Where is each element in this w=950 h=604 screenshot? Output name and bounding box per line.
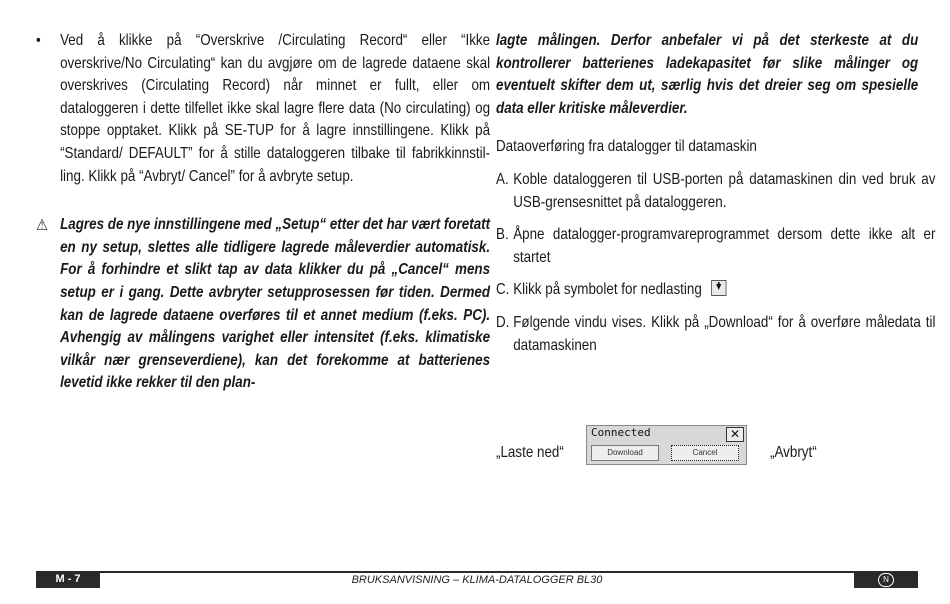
page-footer (36, 571, 918, 588)
warning-paragraph (36, 214, 490, 395)
download-caption: „Laste ned“ (496, 444, 564, 461)
step-letter: D. (496, 313, 510, 331)
section-heading: Dataoverføring fra datalogger til datamaskin (496, 138, 757, 156)
footer-title: BRUKSANVISNING – KLIMA-DATALOGGER BL30 (351, 574, 603, 586)
step-text: Følgende vindu vises. Klikk på „Download“ for å overføre måledata til datamaskinen (513, 313, 936, 354)
language-code: N (878, 573, 894, 587)
download-icon (711, 280, 726, 296)
cancel-button: Cancel (671, 445, 739, 461)
page-number: M - 7 (36, 571, 100, 588)
step-letter: A. (496, 170, 509, 188)
step-letter: C. (496, 281, 510, 299)
download-button: Download (591, 445, 659, 461)
step-c (496, 279, 935, 302)
step-text: Klikk på symbolet for nedlasting (513, 281, 702, 299)
step-a (496, 169, 935, 214)
right-column (496, 30, 936, 357)
step-d (496, 312, 935, 357)
connected-dialog (586, 425, 747, 465)
step-letter: B. (496, 226, 509, 244)
close-icon: ✕ (726, 427, 744, 442)
dialog-title: Connected (591, 426, 651, 439)
bullet-paragraph (36, 30, 490, 188)
dialog-illustration (496, 424, 918, 468)
bullet-symbol: • (36, 32, 41, 49)
warning-icon: ⚠ (36, 217, 49, 235)
left-column (36, 30, 491, 395)
step-b (496, 224, 935, 269)
language-badge (854, 571, 918, 588)
step-text: Åpne datalogger-programvareprogrammet dersom dette ikke alt er startet (513, 226, 936, 266)
warning-continued: lagte målingen. Derfor anbefaler vi på det sterkeste at du kontrollerer batterienes ladekapasitet før slike målinger og eventuelt skifter dem ut, særlig hvis det dreier seg om spesielle data eller kritiske måleverdier. (496, 32, 919, 117)
step-text: Koble dataloggeren til USB-porten på datamaskinen din ved bruk av USB-grensesnittet på dataloggeren. (513, 170, 936, 211)
bullet-text: Ved å klikke på “Overskrive /Circulating Record“ eller “Ikke overskrive/No Circulating“ kan du avgjøre om de lagrede dataene skal overskrives (Circulating Record) når minnet er fullt, eller om dataloggeren i dette tilfellet ikke skal lagre flere data (No circulating) og stoppe opptaket. Klikk på SE-TUP for å lagre innstillingene. Klikk på “Standard/ DEFAULT” for å stille dataloggeren tilbake til fabrikkinnstil-ling. Klikk på “Avbryt/ Cancel” for å avbryte setup. (60, 32, 491, 185)
cancel-caption: „Avbryt“ (770, 444, 817, 461)
warning-text: Lagres de nye innstillingene med „Setup“ etter det har vært foretatt en ny setup, slettes alle tidligere lagrede måleverdier automatisk. For å forhindre et slikt tap av data klikker du på „Cancel“ mens setup er i gang. Dette avbryter setupprosessen før tiden. Dermed kan de lagrede dataene overføres til et annet medium (f.eks. PC). Avhengig av målingens varighet eller intensitet (f.eks. klimatiske vilkår nær grenseverdiene), kan det forekomme at batterienes levetid ikke rekker til den plan- (60, 216, 491, 392)
